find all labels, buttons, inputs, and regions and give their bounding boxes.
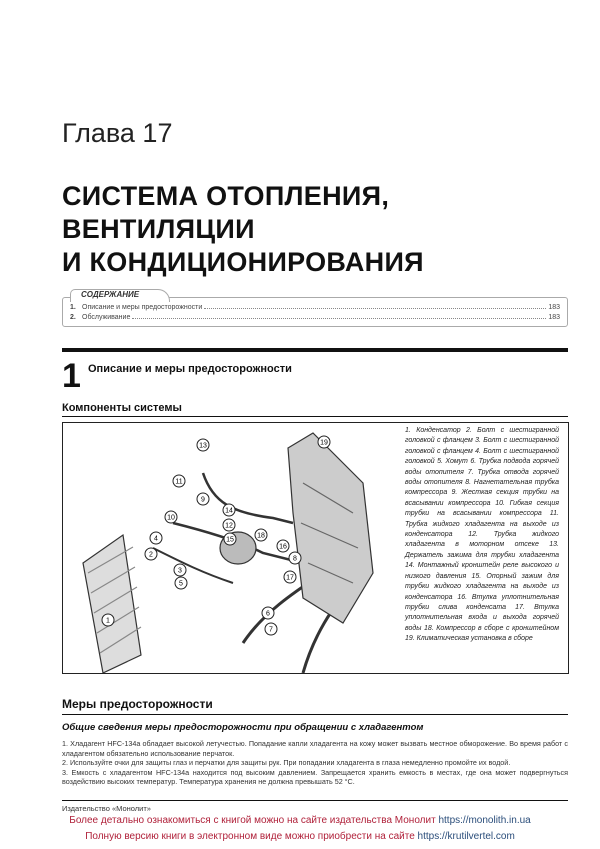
precaution-item: 3. Емкость с хладагентом HFC-134a находится под высоким давлением. Запрещается хранить емкость в местах, где она может подвергнуться воздействию высоких температур. Температура хранения не должна превышать 52 °C. xyxy=(62,767,568,786)
section-rule xyxy=(62,348,568,352)
toc-item[interactable] xyxy=(70,304,560,311)
toc-label: Обслуживание xyxy=(82,314,131,321)
callout-number: 6 xyxy=(266,610,270,618)
precautions-subheading: Общие сведения меры предосторожности при обращении с хладагентом xyxy=(62,722,424,733)
title-line: ВЕНТИЛЯЦИИ xyxy=(62,214,255,244)
toc-leader xyxy=(204,304,546,309)
callout-number: 7 xyxy=(269,626,273,634)
toc-label: Описание и меры предосторожности xyxy=(82,304,203,311)
toc-item[interactable] xyxy=(70,314,560,321)
section-number: 1 xyxy=(62,357,81,395)
publisher: Издательство «Монолит» xyxy=(62,804,151,813)
precaution-item: 2. Используйте очки для защиты глаз и перчатки для защиты рук. При попадании хладагента в глаза немедленно промойте их водой. xyxy=(62,758,511,767)
callout-number: 18 xyxy=(257,532,265,540)
krutilvertel-link[interactable]: https://krutilvertel.com xyxy=(417,831,515,842)
toc-leader xyxy=(132,314,546,319)
promo-line-2 xyxy=(0,831,600,842)
precaution-item: 1. Хладагент HFC-134a обладает высокой летучестью. Попадание капли хладагента на кожу может вызвать местное обморожение. Во время работ с хладагентом обязательно использование перчаток. xyxy=(62,739,568,758)
toc-num: 2. xyxy=(70,314,76,321)
monolith-link[interactable]: https://monolith.in.ua xyxy=(438,815,531,826)
toc-page: 183 xyxy=(548,314,560,321)
chapter-label: Глава 17 xyxy=(62,118,173,148)
callout-number: 9 xyxy=(201,496,205,504)
callout-number: 2 xyxy=(149,551,153,559)
toc-heading: СОДЕРЖАНИЕ xyxy=(70,289,170,302)
divider xyxy=(62,800,568,801)
callout-number: 19 xyxy=(320,439,328,447)
condenser-shape xyxy=(83,535,141,673)
climate-unit-shape xyxy=(288,433,373,623)
components-figure xyxy=(62,422,569,674)
divider xyxy=(62,714,568,715)
section-title: Описание и меры предосторожности xyxy=(88,363,292,375)
callout-number: 13 xyxy=(199,442,207,450)
callout-number: 11 xyxy=(175,478,183,486)
callout-number: 5 xyxy=(179,580,183,588)
title-line: СИСТЕМА ОТОПЛЕНИЯ, xyxy=(62,181,390,211)
callout-number: 4 xyxy=(154,535,158,543)
callout-number: 12 xyxy=(225,522,233,530)
components-heading: Компоненты системы xyxy=(62,402,182,414)
precautions-heading: Меры предосторожности xyxy=(62,697,213,711)
title-line: И КОНДИЦИОНИРОВАНИЯ xyxy=(62,247,424,277)
page-title xyxy=(62,180,424,279)
callout-number: 14 xyxy=(225,507,233,515)
toc-num: 1. xyxy=(70,304,76,311)
callout-number: 1 xyxy=(106,617,110,625)
components-diagram xyxy=(63,423,403,673)
promo-text: Полную версию книги в электронном виде можно приобрести на сайте xyxy=(85,831,415,842)
toc-page: 183 xyxy=(548,304,560,311)
callout-number: 10 xyxy=(167,514,175,522)
callout-number: 17 xyxy=(286,574,294,582)
promo-line-1 xyxy=(0,815,600,826)
callout-number: 3 xyxy=(178,567,182,575)
callout-number: 15 xyxy=(226,536,234,544)
divider xyxy=(62,416,568,417)
callout-number: 16 xyxy=(279,543,287,551)
callout-number: 8 xyxy=(293,555,297,563)
figure-caption: 1. Конденсатор 2. Болт с шестигранной головкой с фланцем 3. Болт с шестигранной головкой с фланцем 4. Болт с шестигранной головкой 5. Хомут 6. Трубка подвода горячей воды отопителя 7. Трубка отвода горячей воды отопителя 8. Нагнетательная трубка компрессора 9. Жесткая секция трубки на всасывании компрессора 10. Гибкая секция трубки на всасывании компрессора 11. Трубка жидкого хладагента на выходе из конденсатора 12. Трубка жидкого хладагента в моторном отсеке 13. Держатель зажима для трубки хладагента 14. Монтажный кронштейн реле высокого и низкого давления 15. Опорный зажим для трубки жидкого хладагента на выходе из конденсатора 16. Втулка уплотнительная трубки слива конденсата 17. Втулка уплотнительная входа и выхода горячей воды 18. Компрессор в сборе с кронштейном 19. Климатическая установка в сборе xyxy=(405,427,559,643)
promo-text: Более детально ознакомиться с книгой можно на сайте издательства Монолит xyxy=(69,815,436,826)
precautions-list xyxy=(62,739,568,787)
